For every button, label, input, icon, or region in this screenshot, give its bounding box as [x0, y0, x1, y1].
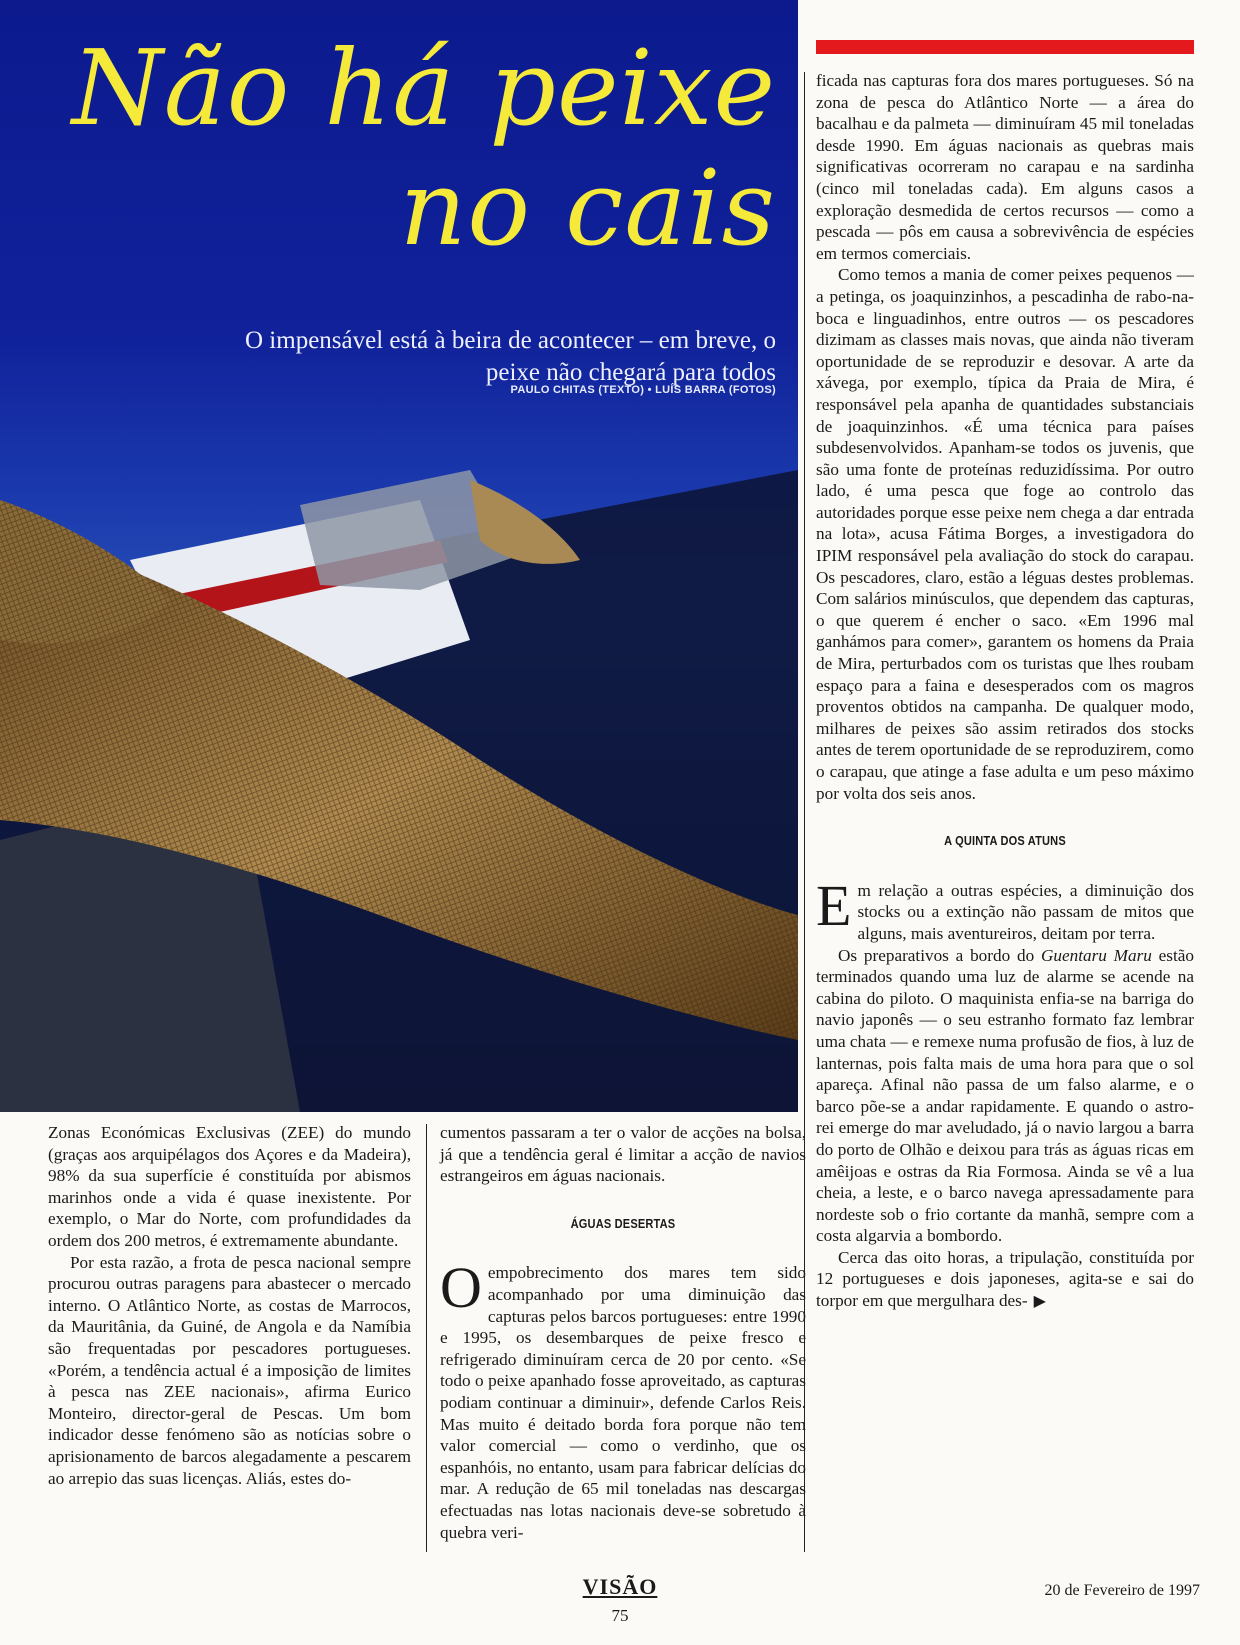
middle-paragraph-2-text: empobrecimento dos mares tem sido acompanhado por uma diminuição das capturas pelos barcos portugueses: entre 1990 e 1995, os desembarques de peixe fresco e refrigerado diminuíram cerca de 20 por cento. «Se todo o peixe apanhado fosse aproveitado, as capturas podiam continuar a diminuir», defende Carlos Reis. Mas muito é deitado borda fora porque não tem valor comercial — como o verdinho, que os espanhóis, no entanto, usam para fabricar delícias do mar. A redução de 65 mil toneladas nas descargas efectuadas nas lotas nacionais deve-se sobretudo à quebra veri- [440, 1263, 806, 1542]
byline-credits: PAULO CHITAS (TEXTO) • LUÍS BARRA (FOTOS) [510, 384, 776, 396]
right-paragraph-4: Os preparativos a bordo do Guentaru Maru estão terminados quando uma luz de alarme se acende na cabina do piloto. O maquinista enfia-se na barriga do navio japonês — o seu estranho formato faz lembrar uma chata — e remexe numa profusão de fios, à luz de lanternas, pois falta mais de uma hora para que o sol apareça. Afinal não passa de um falso alarme, e o barco põe-se a andar rapidamente. E quando o astro-rei emerge do mar aveludado, já o navio largou a barra do porto de Olhão e deixou para trás as águas ricas em amêijoas e ostras da Ria Formosa. Ainda se vê a lua cheia, a leste, e o barco navega apressadamente para nordeste sob o frio cortante da manhã, sempre com a costa algarvia a bombordo. [816, 945, 1194, 1246]
right-paragraph-5: Cerca das oito horas, a tripulação, constituída por 12 portugueses e dois japoneses, agita-se e sai do torpor em que mergulhara des- ▶ [816, 1247, 1194, 1311]
right-paragraph-3 [816, 872, 1194, 945]
headline-line-2: no cais [399, 147, 776, 269]
middle-paragraph-2 [440, 1255, 806, 1543]
right-paragraph-1: ficada nas capturas fora dos mares portugueses. Só na zona de pesca do Atlântico Norte — a área do bacalhau e da palmeta — diminuíram 45 mil toneladas desde 1990. Em águas nacionais as quebras mais significativas ocorreram no carapau e na sardinha (cinco mil toneladas cada). Em alguns casos a exploração desmedida de certos recursos — como a pescada — pôs em causa a sobrevivência de espécies em termos comerciais. [816, 71, 1194, 263]
continue-arrow-icon: ▶ [1033, 1293, 1046, 1311]
standfirst: O impensável está à beira de acontecer – em breve, o peixe não chegará para todos [245, 327, 776, 386]
headline [72, 28, 776, 268]
right-paragraph-2: Como temos a mania de comer peixes pequenos — a petinga, os joaquinzinhos, a pescadinha de rabo-na-boca e linguadinhos, entre outros — os pescadores dizimam as classes mais novas, que ainda não tiveram oportunidade de se reproduzir e desovar. A arte da xávega, por exemplo, típica da Praia de Mira, é responsável pela apanha de quantidades substanciais de joaquinzinhos. «É uma técnica para países subdesenvolvidos. Apanham-se todos os juvenis, que são uma fonte de proteínas reduzidíssima. Por outro lado, é uma pesca que foge ao controlo das autoridades porque esse peixe nem chega a dar entrada na lota», acusa Fátima Borges, a investigadora do IPIM responsável pela avaliação do stock do carapau. Os pescadores, claro, estão a léguas destes problemas. Com salários minúsculos, que dependem das capturas, o que querem é encher o saco. «Em 1996 mal ganhámos para comer», garantem os homens da Praia de Mira, perturbados com os turistas que lhes roubam espaço para a faina e desesperados com os magros proventos obtidos na campanha. De qualquer modo, milhares de peixes são assim retirados dos stocks antes de terem oportunidade de se reproduzirem, como o carapau, que atinge a fase adulta e um peso máximo por volta dos seis anos. [816, 265, 1194, 803]
left-paragraph-2: Por esta razão, a frota de pesca nacional sempre procurou outras paragens para abastecer o mercado interno. O Atlântico Norte, as costas de Marrocos, da Mauritânia, da Guiné, de Angola e da Namíbia são frequentadas por pescadores portugueses. «Porém, a tendência actual é a imposição de limites à pesca nas ZEE nacionais», afirma Eurico Monteiro, director-geral de Pescas. Um bom indicador desse fenómeno são as notícias sobre o aprisionamento de barcos alegadamente a pescarem ao arrepio das suas licenças. Aliás, estes do- [48, 1252, 411, 1488]
bottom-middle-column [440, 1122, 806, 1543]
right-paragraph-3-text: m relação a outras espécies, a diminuição dos stocks ou a extinção não passam de mitos que alguns, mais aventureiros, deitam por terra. [857, 880, 1194, 943]
ship-name: Guentaru Maru [1040, 945, 1152, 965]
right-column [816, 70, 1194, 1313]
headline-line-1: Não há peixe [71, 27, 776, 149]
drop-cap-e: E [816, 872, 852, 938]
middle-paragraph-1: cumentos passaram a ter o valor de acções na bolsa, já que a tendência geral é limitar a acção de navios estrangeiros em águas nacionais. [440, 1123, 806, 1186]
left-paragraph-1: Zonas Económicas Exclusivas (ZEE) do mundo (graças aos arquipélagos dos Açores e da Madeira), 98% da sua superfície é constituída por abismos marinhos onde a vida é quase inexistente. Por exemplo, o Mar do Norte, com profundidades da ordem dos 200 metros, é extremamente abundante. [48, 1123, 411, 1250]
magazine-name: VISÃO [582, 1574, 658, 1599]
page-number: 75 [611, 1606, 629, 1625]
subhead-quinta-dos-atuns: A QUINTA DOS ATUNS [944, 833, 1066, 849]
bottom-left-column [48, 1122, 411, 1489]
subhead-aguas-desertas: ÁGUAS DESERTAS [570, 1215, 676, 1231]
column-rule-middle [426, 1124, 427, 1552]
drop-cap-o: O [440, 1255, 482, 1321]
issue-date: 20 de Fevereiro de 1997 [1044, 1582, 1200, 1599]
red-accent-bar [816, 40, 1194, 54]
hero-photo [0, 0, 798, 1112]
